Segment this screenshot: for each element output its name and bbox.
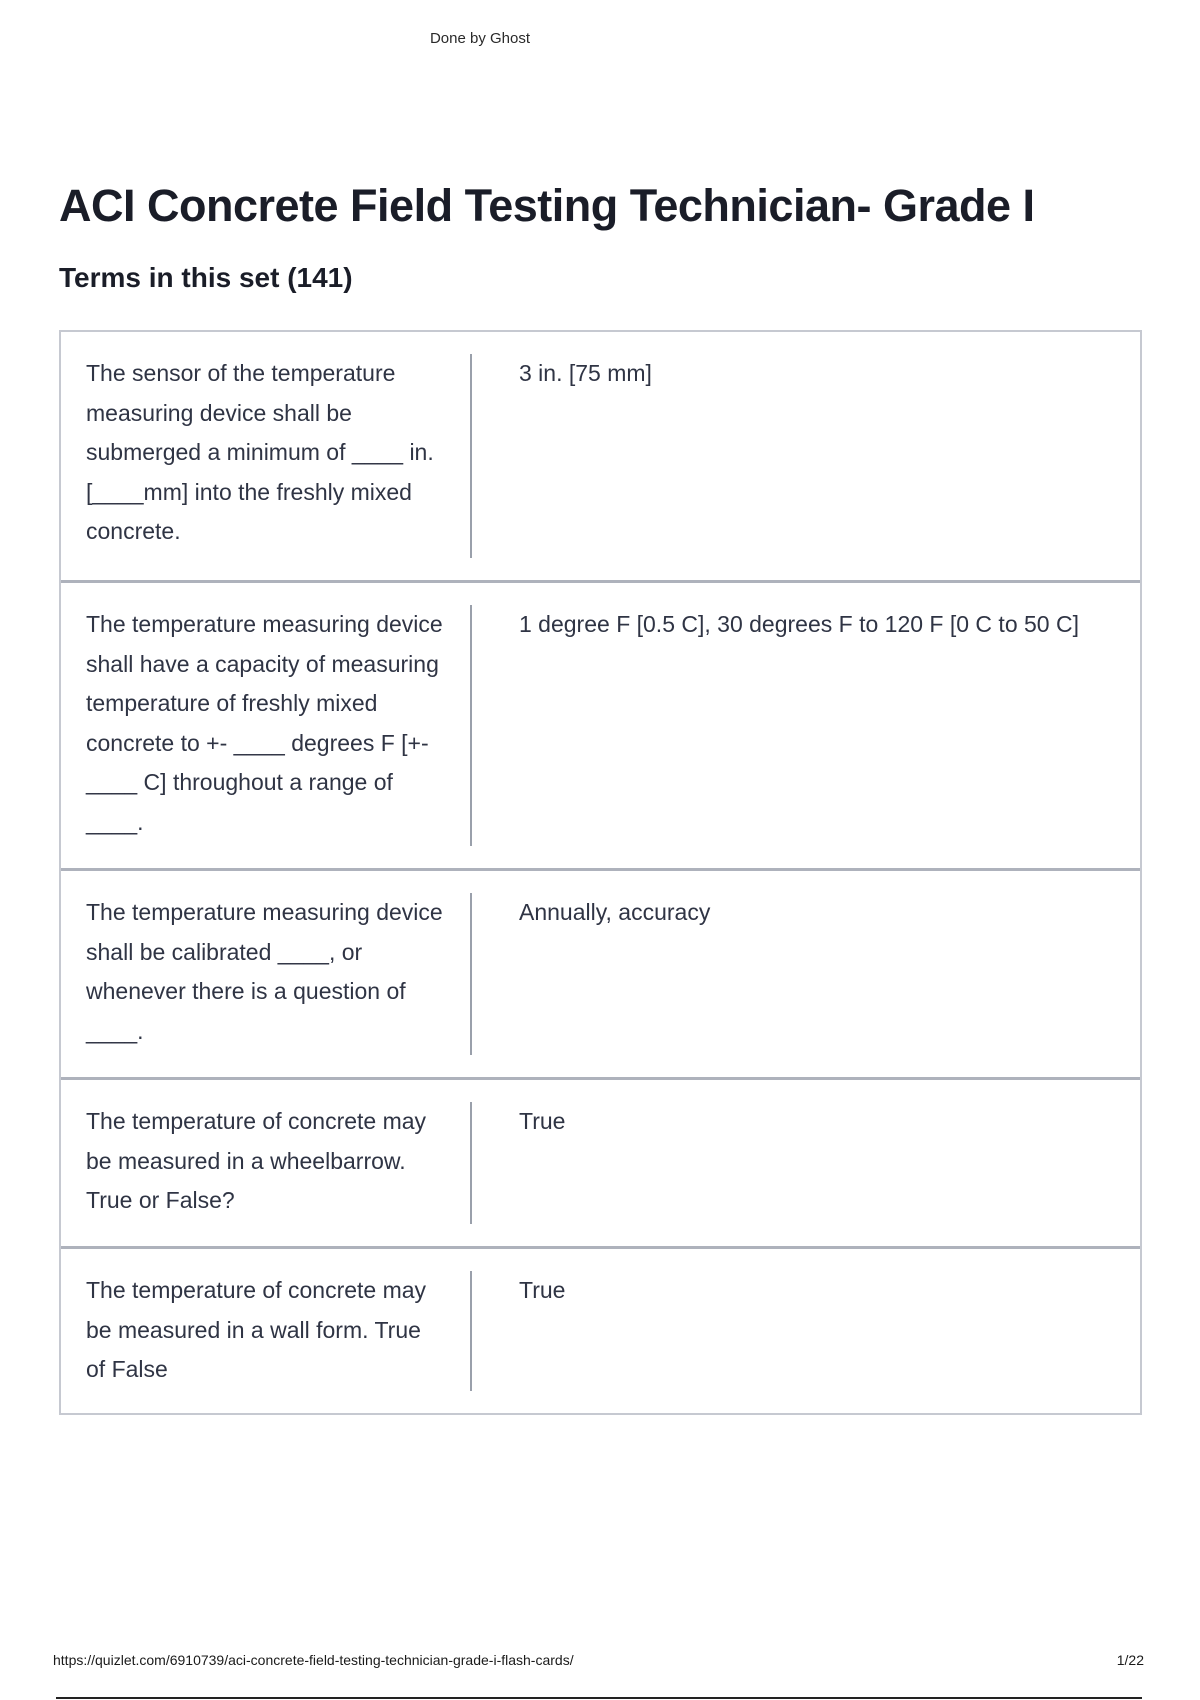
card-term: The sensor of the temperature measuring device shall be submerged a minimum of ____ in. [____mm] into the freshly mixed concrete.: [86, 360, 434, 544]
flashcard-row: [61, 868, 1140, 1077]
card-list: [59, 330, 1142, 1415]
header-note: Done by Ghost: [429, 30, 531, 47]
card-term: The temperature measuring device shall be calibrated ____, or whenever there is a question of ____.: [86, 899, 443, 1044]
card-definition: Annually, accuracy: [519, 899, 711, 925]
card-term: The temperature of concrete may be measured in a wall form. True of False: [86, 1277, 427, 1382]
flashcard-row: [61, 580, 1140, 868]
footer-url[interactable]: https://quizlet.com/6910739/aci-concrete-field-testing-technician-grade-i-flash-cards/: [53, 1652, 574, 1668]
set-heading: Terms in this set (141): [59, 262, 353, 293]
card-definition: 1 degree F [0.5 C], 30 degrees F to 120 F [0 C to 50 C]: [519, 611, 1079, 637]
flashcard-row: [61, 1077, 1140, 1246]
flashcard-row: [61, 1246, 1140, 1413]
card-definition: True: [519, 1277, 566, 1303]
flashcard-row: [61, 332, 1140, 580]
card-definition: 3 in. [75 mm]: [519, 360, 652, 386]
card-definition: True: [519, 1108, 566, 1134]
card-term: The temperature of concrete may be measured in a wheelbarrow. True or False?: [86, 1108, 427, 1213]
footer-rule: [56, 1697, 1142, 1699]
page-title: ACI Concrete Field Testing Technician- Grade I: [59, 180, 1035, 231]
footer-page-number: 1/22: [1116, 1652, 1144, 1668]
card-term: The temperature measuring device shall have a capacity of measuring temperature of freshly mixed concrete to +- ____ degrees F [+- ____ C] throughout a range of ____.: [86, 611, 443, 835]
